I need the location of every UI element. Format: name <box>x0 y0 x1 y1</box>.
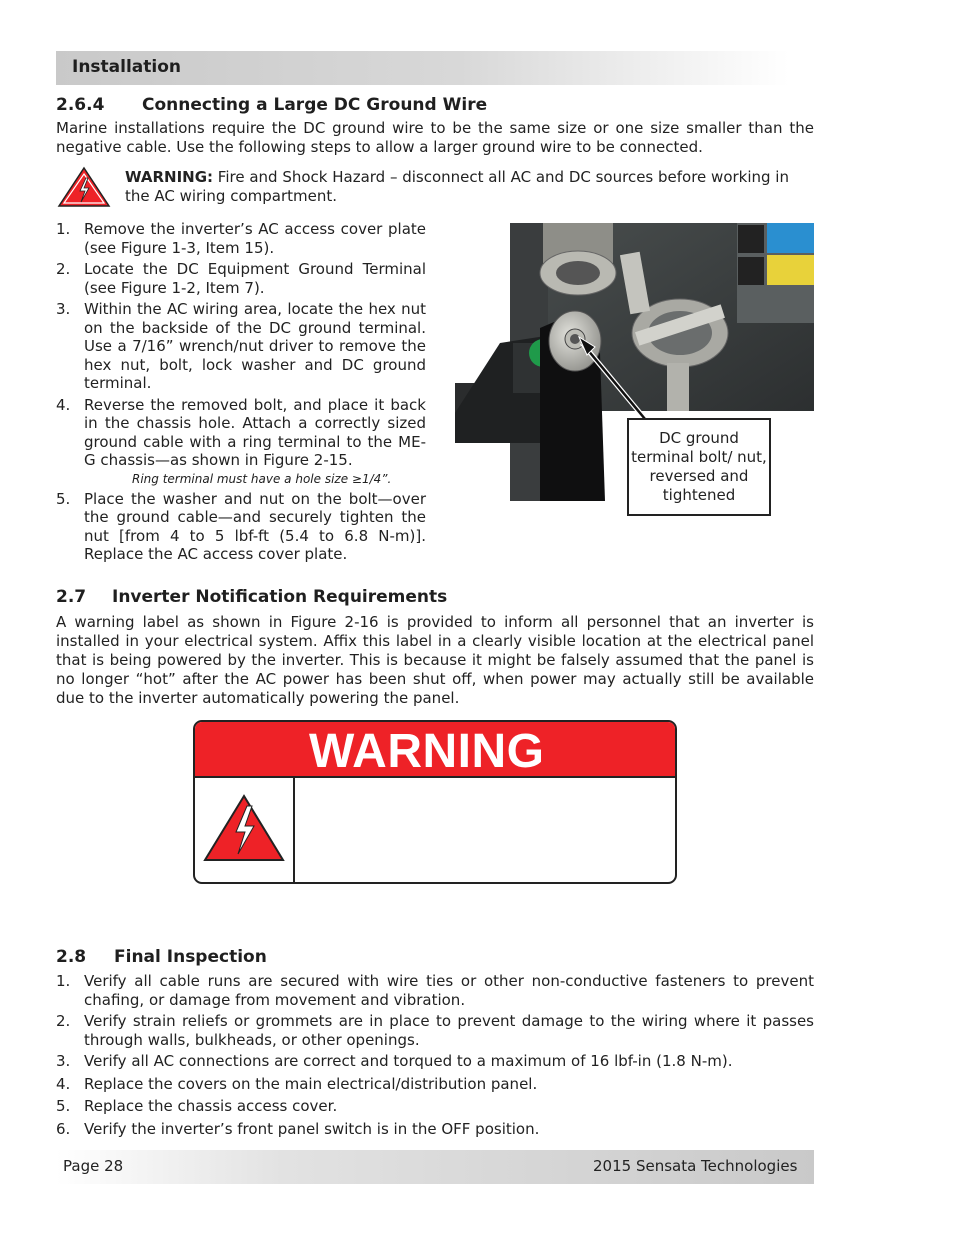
warning-band-text: WARNING <box>309 725 545 778</box>
list-number: 1. <box>56 972 71 990</box>
section-264-warning <box>125 168 815 206</box>
list-text: Remove the inverter’s AC access cover plate (see Figure 1-3, Item 15). <box>84 220 426 257</box>
list-number: 5. <box>56 1097 71 1115</box>
page-header-title: Installation <box>72 57 182 77</box>
copyright: 2015 Sensata Technologies <box>593 1157 798 1175</box>
list-number: 2. <box>56 260 71 278</box>
list-item <box>56 1120 814 1139</box>
list-number: 4. <box>56 1074 71 1093</box>
photo-callout <box>627 418 771 516</box>
list-item <box>56 300 426 393</box>
list-item <box>56 490 426 564</box>
section-27-number: 2.7 <box>56 587 87 607</box>
list-text: Locate the DC Equipment Ground Terminal (see Figure 1-2, Item 7). <box>84 260 426 297</box>
section-264-heading <box>56 95 487 115</box>
warning-label-text: WARNING: <box>125 168 214 186</box>
callout-text: DC ground terminal bolt/ nut, reversed and tightened <box>631 429 767 504</box>
label-divider <box>293 778 295 884</box>
list-item <box>56 1075 814 1094</box>
section-28-number: 2.8 <box>56 947 87 967</box>
section-28-title: Final Inspection <box>114 947 267 967</box>
section-27-text: A warning label as shown in Figure 2-16 is provided to inform all personnel that an inverter is installed in your electrical system. Affix this label in a clearly visible location at the electrical panel that is being powered by the inverter. This is because it might be falsely assumed that the panel is no longer “hot” after the AC power has been shut off, when power may actually still be available due to the inverter automatically powering the panel. <box>56 613 814 707</box>
list-number: 6. <box>56 1119 71 1138</box>
list-number: 3. <box>56 300 71 318</box>
section-264-intro: Marine installations require the DC ground wire to be the same size or one size smaller than the negative cable. Use the following steps to allow a larger ground wire to be connected. <box>56 119 814 156</box>
list-text: Verify all cable runs are secured with wire ties or other non-conductive fasteners to prevent chafing, or damage from movement and vibration. <box>84 972 814 1009</box>
ring-terminal-note <box>56 470 426 488</box>
section-264-number: 2.6.4 <box>56 95 105 115</box>
warning-body-text: Fire and Shock Hazard – disconnect all AC and DC sources before working in the AC wiring compartment. <box>125 168 789 205</box>
section-28-steps <box>56 972 814 1138</box>
list-number: 1. <box>56 220 71 238</box>
list-text: Within the AC wiring area, locate the hex nut on the backside of the DC ground terminal. Use a 7/16” wrench/nut driver to remove the hex nut, bolt, lock washer and DC ground terminal. <box>84 300 426 392</box>
note-text: Ring terminal must have a hole size ≥1/4”. <box>132 471 392 486</box>
list-number: 2. <box>56 1012 71 1030</box>
list-item <box>56 396 426 470</box>
list-item <box>56 220 426 257</box>
section-264-title: Connecting a Large DC Ground Wire <box>142 95 488 115</box>
section-264-steps <box>56 220 426 564</box>
warning-label-figure <box>193 720 677 884</box>
list-number: 4. <box>56 395 71 414</box>
list-item <box>56 1097 814 1116</box>
list-text: Verify all AC connections are correct and torqued to a maximum of 16 lbf-in (1.8 N-m). <box>84 1052 733 1070</box>
list-text: Replace the chassis access cover. <box>84 1097 338 1115</box>
warning-band <box>195 722 675 778</box>
section-28-heading <box>56 947 267 967</box>
shock-hazard-icon <box>56 165 112 213</box>
list-text: Place the washer and nut on the bolt—over the ground cable—and securely tighten the nut [from 4 to 5 lbf-ft (5.4 to 6.8 N-m)]. Replace the AC access cover plate. <box>84 489 426 563</box>
section-27-title: Inverter Notification Requirements <box>112 587 448 607</box>
list-text: Reverse the removed bolt, and place it back in the chassis hole. Attach a correctly sized ground cable with a ring terminal to the ME-G chassis—as shown in Figure 2-15. <box>84 395 426 469</box>
list-item <box>56 1052 814 1071</box>
list-item <box>56 972 814 1009</box>
list-number: 5. <box>56 489 71 508</box>
list-text: Verify strain reliefs or grommets are in place to prevent damage to the wiring where it passes through walls, bulkheads, or other openings. <box>84 1012 814 1049</box>
list-item <box>56 1012 814 1049</box>
section-27-heading <box>56 587 447 607</box>
list-text: Verify the inverter’s front panel switch is in the OFF position. <box>84 1119 540 1138</box>
list-item <box>56 260 426 297</box>
shock-hazard-large-icon <box>203 794 285 866</box>
list-text: Replace the covers on the main electrical/distribution panel. <box>84 1074 538 1093</box>
list-number: 3. <box>56 1052 71 1070</box>
page-number: Page 28 <box>63 1157 124 1175</box>
